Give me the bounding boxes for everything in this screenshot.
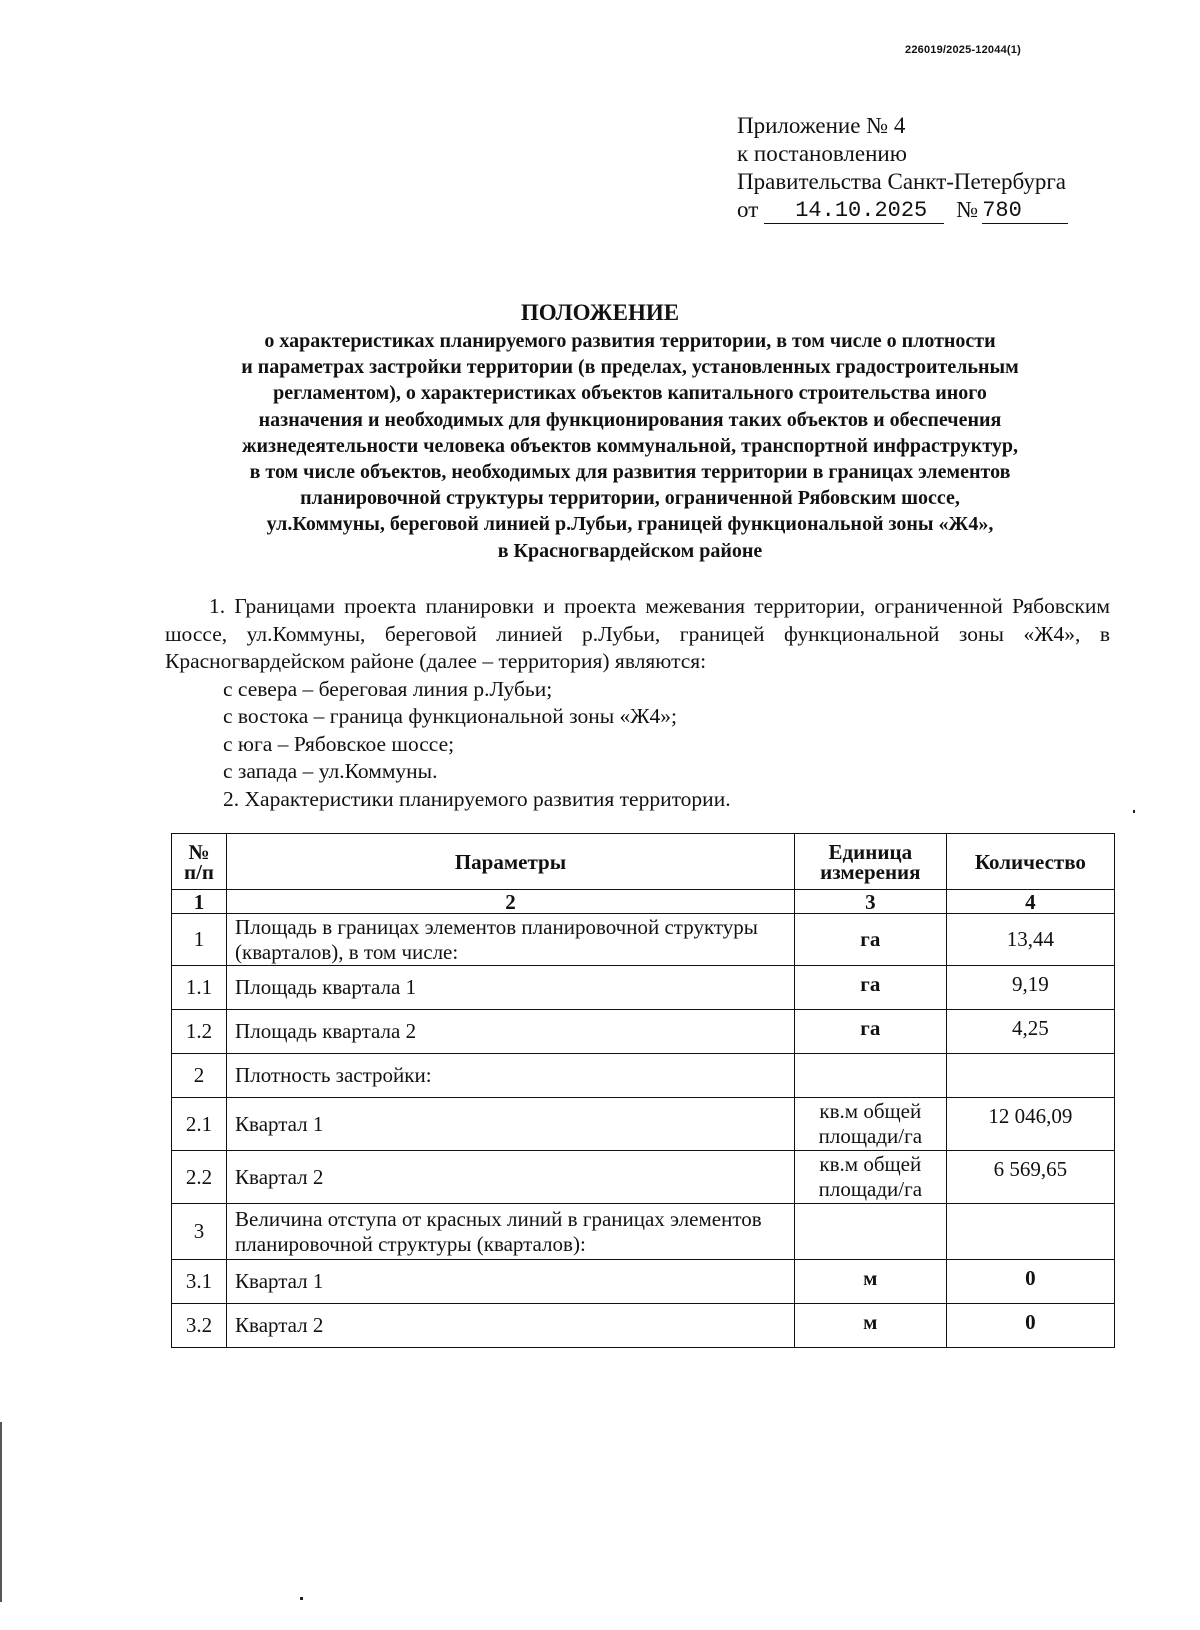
boundaries-paragraph: 1. Границами проекта планировки и проекта межевания территории, ограниченной Рябовским шоссе, ул.Коммуны, береговой линией р.Лубьи, границей функциональной зоны «Ж4», в Красногвардейском районе (далее – территория) являются: xyxy=(165,594,1110,673)
row-unit: м xyxy=(794,1260,946,1304)
row-param: Площадь квартала 2 xyxy=(227,1010,795,1054)
table-header-row xyxy=(172,834,1115,890)
subtitle-line: жизнедеятельности человека объектов коммунальной, транспортной инфраструктур, xyxy=(242,434,1018,457)
characteristics-heading: 2. Характеристики планируемого развития территории. xyxy=(223,786,731,811)
header-num: № п/п xyxy=(172,834,227,890)
row-num: 3 xyxy=(172,1204,227,1260)
boundary-north: с севера – береговая линия р.Лубьи; xyxy=(223,676,553,701)
document-subtitle xyxy=(150,328,1110,564)
row-unit: га xyxy=(794,966,946,1010)
table-row xyxy=(172,1204,1115,1260)
row-num: 1.1 xyxy=(172,966,227,1010)
row-num: 1 xyxy=(172,914,227,966)
row-qty: 12 046,09 xyxy=(946,1098,1114,1151)
row-unit: кв.м общей площади/га xyxy=(794,1098,946,1151)
row-num: 2 xyxy=(172,1054,227,1098)
row-param: Плотность застройки: xyxy=(227,1054,795,1098)
boundary-east: с востока – граница функциональной зоны «Ж4»; xyxy=(223,704,678,728)
scan-speck xyxy=(300,1597,303,1600)
decree-number: 780 xyxy=(982,199,1068,224)
appendix-line-1: Приложение № 4 xyxy=(737,113,906,138)
row-qty: 0 xyxy=(946,1260,1114,1304)
row-num: 2.1 xyxy=(172,1098,227,1151)
row-qty: 0 xyxy=(946,1304,1114,1348)
row-param: Площадь квартала 1 xyxy=(227,966,795,1010)
row-unit: м xyxy=(794,1304,946,1348)
row-qty: 9,19 xyxy=(946,966,1114,1010)
header-unit: Единица измерения xyxy=(794,834,946,890)
appendix-block xyxy=(737,112,1068,224)
table-row xyxy=(172,1151,1115,1204)
row-param: Площадь в границах элементов планировочной структуры (кварталов), в том числе: xyxy=(227,914,795,966)
scan-edge-mark xyxy=(0,1422,2,1602)
parameters-table xyxy=(171,833,1115,1348)
table-row xyxy=(172,1260,1115,1304)
row-num: 3.1 xyxy=(172,1260,227,1304)
row-qty: 6 569,65 xyxy=(946,1151,1114,1204)
row-qty: 4,25 xyxy=(946,1010,1114,1054)
row-num: 3.2 xyxy=(172,1304,227,1348)
row-unit xyxy=(794,1204,946,1260)
row-unit: га xyxy=(794,914,946,966)
table-row xyxy=(172,1010,1115,1054)
subtitle-line: и параметрах застройки территории (в пределах, установленных градостроительным xyxy=(241,356,1019,379)
subtitle-line: ул.Коммуны, береговой линией р.Лубьи, границей функциональной зоны «Ж4», xyxy=(266,513,994,536)
row-num: 2.2 xyxy=(172,1151,227,1204)
document-title: ПОЛОЖЕНИЕ xyxy=(520,300,680,325)
row-unit: га xyxy=(794,1010,946,1054)
header-param: Параметры xyxy=(227,834,795,890)
row-qty xyxy=(946,1054,1114,1098)
row-num: 1.2 xyxy=(172,1010,227,1054)
table-row xyxy=(172,914,1115,966)
column-number: 4 xyxy=(946,890,1114,914)
boundary-south: с юга – Рябовское шоссе; xyxy=(223,731,455,756)
table-row xyxy=(172,1098,1115,1151)
column-number: 1 xyxy=(172,890,227,914)
row-unit xyxy=(794,1054,946,1098)
row-unit: кв.м общей площади/га xyxy=(794,1151,946,1204)
subtitle-line: регламентом), о характеристиках объектов капитального строительства иного xyxy=(273,382,987,405)
row-param: Квартал 1 xyxy=(227,1098,795,1151)
body-text xyxy=(165,593,1110,813)
column-number: 2 xyxy=(227,890,795,914)
table-row xyxy=(172,966,1115,1010)
document-id: 226019/2025-12044(1) xyxy=(905,44,1021,56)
table-row xyxy=(172,1304,1115,1348)
row-param: Квартал 1 xyxy=(227,1260,795,1304)
row-param: Квартал 2 xyxy=(227,1304,795,1348)
subtitle-line: в том числе объектов, необходимых для развития территории в границах элементов xyxy=(249,461,1011,484)
column-number: 3 xyxy=(794,890,946,914)
column-number-row xyxy=(172,890,1115,914)
subtitle-line: о характеристиках планируемого развития территории, в том числе о плотности xyxy=(264,330,996,352)
decree-date: 14.10.2025 xyxy=(764,199,944,224)
row-param: Величина отступа от красных линий в границах элементов планировочной структуры (кварталов): xyxy=(227,1204,795,1260)
from-label: от xyxy=(737,197,759,222)
appendix-line-2: к постановлению xyxy=(737,141,907,166)
subtitle-line: планировочной структуры территории, ограниченной Рябовским шоссе, xyxy=(300,487,960,510)
row-qty: 13,44 xyxy=(946,914,1114,966)
appendix-date-line xyxy=(737,196,1068,224)
table-row xyxy=(172,1054,1115,1098)
subtitle-line: в Красногвардейском районе xyxy=(497,539,763,562)
row-qty xyxy=(946,1204,1114,1260)
header-qty: Количество xyxy=(946,834,1114,890)
boundary-west: с запада – ул.Коммуны. xyxy=(223,759,438,783)
scan-speck xyxy=(1133,810,1135,813)
number-label: № xyxy=(956,197,979,222)
subtitle-line: назначения и необходимых для функционирования таких объектов и обеспечения xyxy=(258,408,1002,431)
row-param: Квартал 2 xyxy=(227,1151,795,1204)
appendix-line-3: Правительства Санкт-Петербурга xyxy=(737,169,1066,194)
